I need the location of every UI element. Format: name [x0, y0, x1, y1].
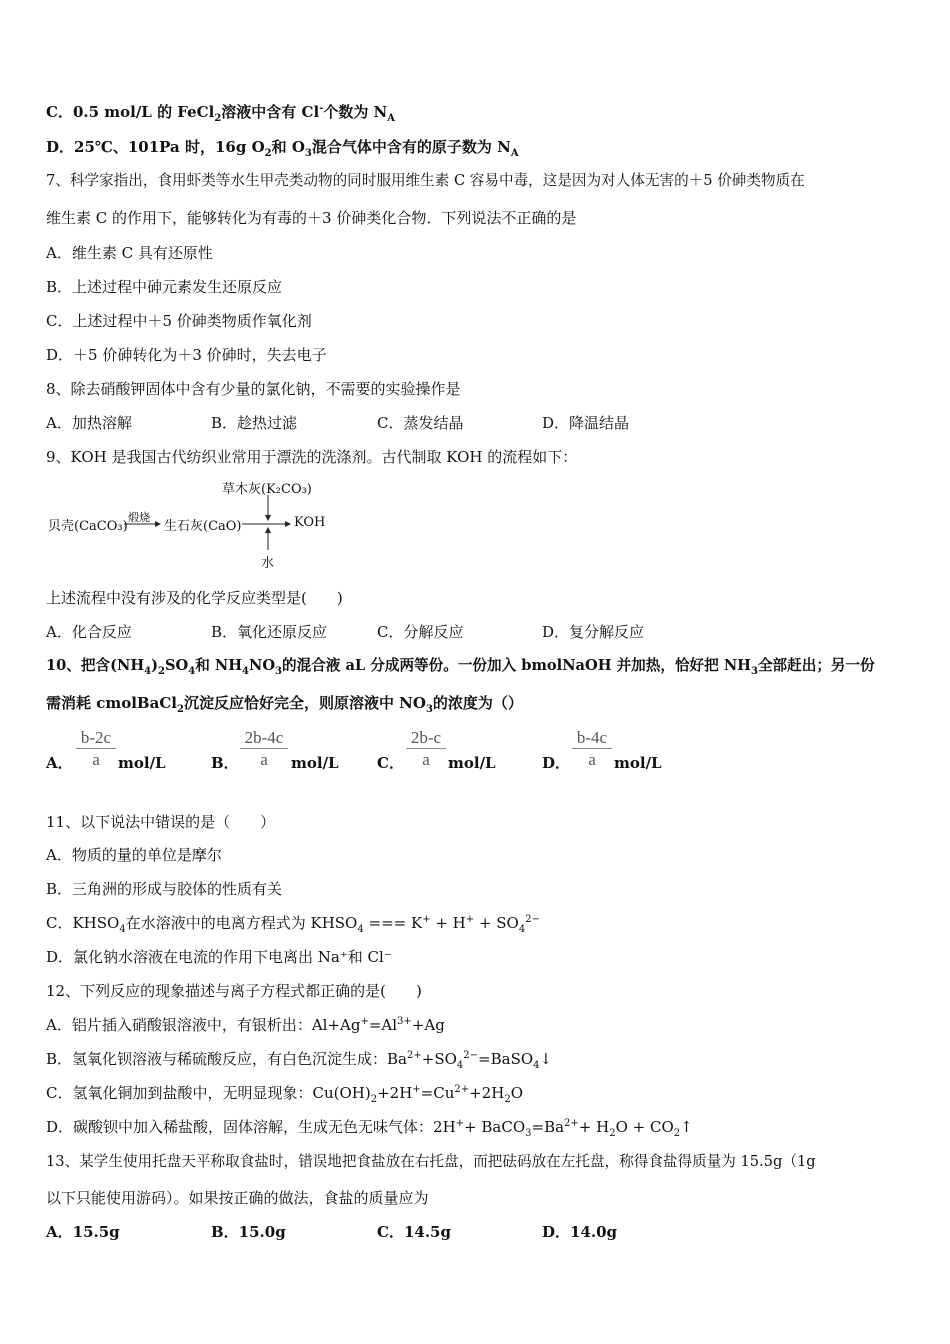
fraction-denominator: a	[422, 750, 430, 769]
q10-option-a-fraction	[76, 728, 116, 771]
q10-option-c-letter: C．	[377, 754, 404, 772]
q8-option-b: B．趁热过滤	[211, 414, 298, 432]
q7-option-c: C．上述过程中＋5 价砷类物质作氧化剂	[46, 312, 312, 330]
fraction-numerator: b-2c	[76, 728, 116, 749]
fraction-numerator: 2b-4c	[240, 728, 288, 749]
q13-stem-line1: 13、某学生使用托盘天平称取食盐时，错误地把食盐放在右托盘，而把砝码放在左托盘，称得食盐得质量为 15.5g（1g	[46, 1153, 816, 1170]
fraction-denominator: a	[588, 750, 596, 769]
fraction-numerator: b-4c	[572, 728, 612, 749]
q9-stem: 9、KOH 是我国古代纺织业常用于漂洗的洗涤剂。古代制取 KOH 的流程如下：	[46, 448, 578, 466]
q10-stem-line1: 10、把含$(NH_4)_2SO_4$和 $NH_4NO_3$的混合液 aL 分成两等份。一份加入 bmolNaOH 并加热，恰好把 $NH_3$全部赶出；另一份	[46, 657, 875, 677]
q11-option-a: A．物质的量的单位是摩尔	[46, 846, 222, 864]
q12-option-a: A．铝片插入硝酸银溶液中，有银析出：$Al+Ag^+=Al^{3+}+Ag$	[46, 1016, 445, 1034]
q7-option-a: A．维生素 C 具有还原性	[46, 244, 213, 262]
q10-option-d-unit: mol/L	[614, 754, 662, 772]
diagram-arrows	[46, 474, 346, 574]
q8-option-d: D．降温结晶	[542, 414, 630, 432]
q8-option-c: C．蒸发结晶	[377, 414, 464, 432]
q10-stem-line2: 需消耗 cmolBaCl$_2$沉淀反应恰好完全，则原溶液中 $NO_3$的浓度为（）	[46, 694, 523, 715]
diagram-koh-label: KOH	[294, 515, 326, 530]
diagram-shell-label: 贝壳(CaCO₃)	[48, 519, 128, 534]
q8-option-a: A．加热溶解	[46, 414, 132, 432]
q6-option-d: D．25℃、101Pa 时，16g $O_2$和 $O_3$混合气体中含有的原子数为 $N_A$	[46, 138, 519, 159]
q9-option-d: D．复分解反应	[542, 623, 645, 641]
q9-option-b: B．氧化还原反应	[211, 623, 328, 641]
q10-option-c-fraction	[406, 728, 446, 771]
q10-option-a-unit: mol/L	[118, 754, 166, 772]
q13-stem-line2: 以下只能使用游码）。如果按正确的做法，食盐的质量应为	[46, 1189, 429, 1207]
q9-option-a: A．化合反应	[46, 623, 132, 641]
q13-option-c: C．14.5g	[377, 1223, 451, 1241]
q10-option-d-fraction	[572, 728, 612, 771]
q9-option-c: C．分解反应	[377, 623, 464, 641]
q10-option-d-letter: D．	[542, 754, 571, 772]
q12-stem: 12、下列反应的现象描述与离子方程式都正确的是( )	[46, 982, 422, 1000]
q13-option-a: A．15.5g	[46, 1223, 120, 1241]
q12-option-c: C．氢氧化铜加到盐酸中，无明显现象：$Cu(OH)_2+2H^+=Cu^{2+}+2H_2O$	[46, 1084, 524, 1105]
diagram-lime-label: 生石灰(CaO)	[164, 519, 242, 534]
q10-option-c-unit: mol/L	[448, 754, 496, 772]
q12-option-d: D．碳酸钡中加入稀盐酸，固体溶解，生成无色无味气体：$2H^++ BaCO_3=Ba^{2+}+ H_2O$ + $CO_2↑$	[46, 1118, 693, 1139]
q11-option-b: B．三角洲的形成与胶体的性质有关	[46, 880, 283, 898]
q9-flow-diagram	[46, 474, 346, 574]
fraction-denominator: a	[260, 750, 268, 769]
q10-option-b-letter: B．	[211, 754, 239, 772]
q8-stem: 8、除去硝酸钾固体中含有少量的氯化钠，不需要的实验操作是	[46, 380, 461, 398]
q9-question: 上述流程中没有涉及的化学反应类型是( )	[46, 589, 343, 607]
q13-option-d: D．14.0g	[542, 1223, 618, 1241]
q11-option-c: C．$KHSO_4$在水溶液中的电离方程式为 $KHSO_4$ === $K^+ + H^+ + SO_4^{2-}$	[46, 914, 540, 935]
diagram-calcine-label: 煅烧	[128, 511, 150, 524]
q12-option-b: B．氢氧化钡溶液与稀硫酸反应，有白色沉淀生成：$Ba^{2+}+SO_4^{2-}=BaSO_4↓$	[46, 1050, 553, 1071]
q7-option-b: B．上述过程中砷元素发生还原反应	[46, 278, 283, 296]
q7-option-d: D．＋5 价砷转化为＋3 价砷时，失去电子	[46, 346, 327, 364]
q10-option-a-letter: A．	[46, 754, 73, 772]
diagram-ash-label: 草木灰(K₂CO₃)	[222, 482, 312, 497]
fraction-numerator: 2b-c	[406, 728, 446, 749]
diagram-water-label: 水	[261, 556, 275, 571]
q10-option-b-fraction	[240, 728, 288, 771]
q7-stem-line1: 7、科学家指出，食用虾类等水生甲壳类动物的同时服用维生素 C 容易中毒，这是因为对人体无害的＋5 价砷类物质在	[46, 172, 805, 189]
q11-option-d: D．氯化钠水溶液在电流的作用下电离出 Na⁺和 Cl⁻	[46, 948, 392, 966]
q11-stem: 11、以下说法中错误的是（ ）	[46, 813, 276, 831]
q13-option-b: B．15.0g	[211, 1223, 286, 1241]
q7-stem-line2: 维生素 C 的作用下，能够转化为有毒的＋3 价砷类化合物．下列说法不正确的是	[46, 209, 577, 227]
q10-option-b-unit: mol/L	[291, 754, 339, 772]
q6-option-c: C．0.5 mol/L 的 FeCl$_2$溶液中含有 Cl-个数为 $N_A$	[46, 103, 396, 124]
fraction-denominator: a	[92, 750, 100, 769]
